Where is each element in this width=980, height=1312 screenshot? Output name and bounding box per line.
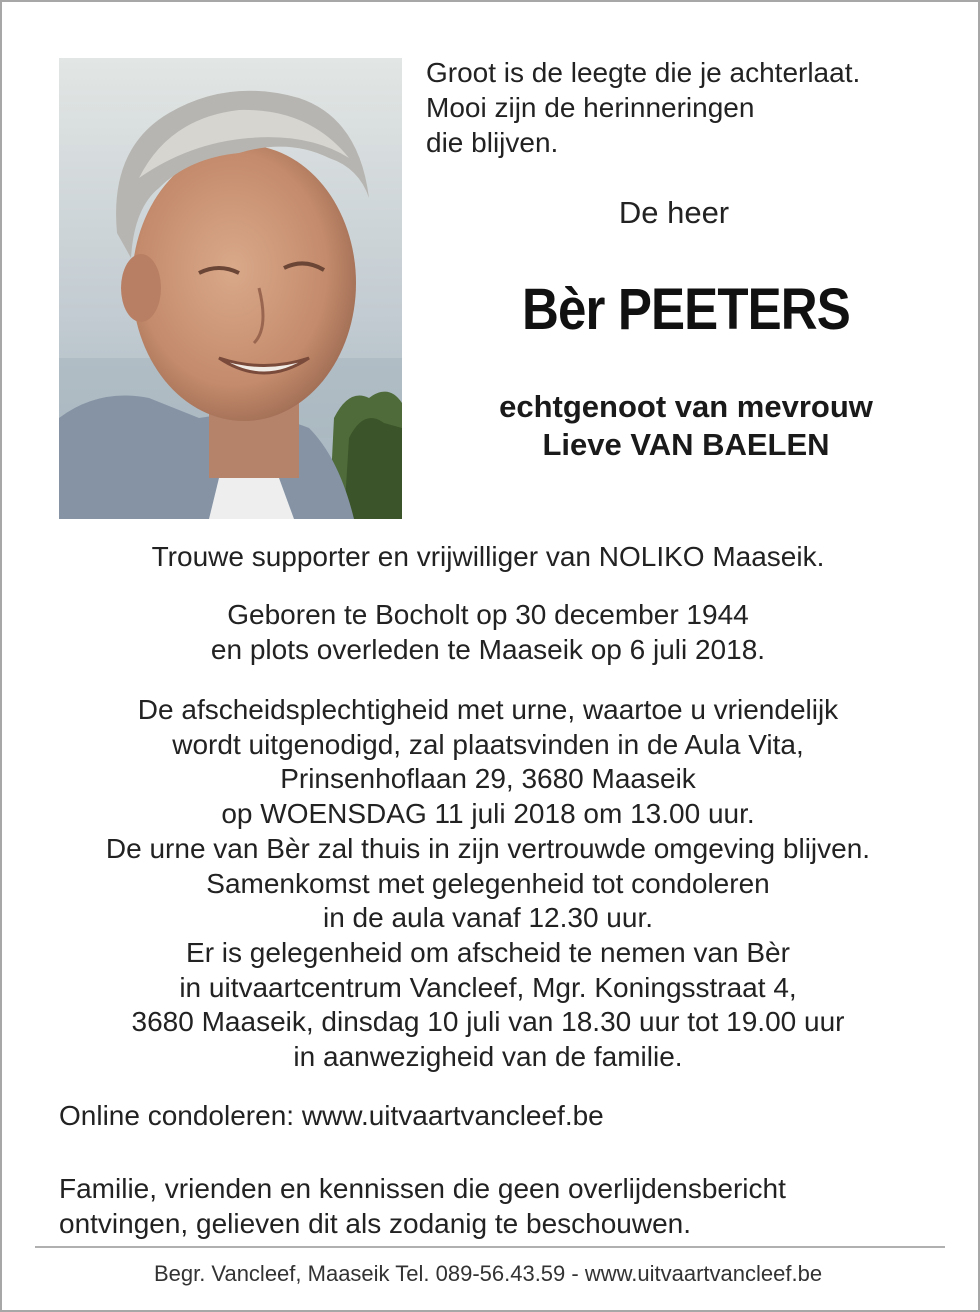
portrait-photo xyxy=(59,58,402,519)
family-line: Familie, vrienden en kennissen die geen overlijdensbericht xyxy=(59,1173,786,1204)
spouse-block xyxy=(400,388,972,464)
ceremony-line: Prinsenhoflaan 29, 3680 Maaseik xyxy=(280,763,696,795)
salutation: De heer xyxy=(618,195,730,230)
footer-divider xyxy=(35,1246,945,1248)
ceremony-line: 3680 Maaseik, dinsdag 10 juli van 18.30 uur tot 19.00 uur xyxy=(131,1006,845,1038)
ceremony-line: De urne van Bèr zal thuis in zijn vertrouwde omgeving blijven. xyxy=(105,832,871,864)
spouse-line: echtgenoot van mevrouw xyxy=(499,389,873,424)
quote-line: Mooi zijn de herinneringen xyxy=(426,92,755,123)
supporter-text xyxy=(20,539,956,574)
birth-death-text xyxy=(20,597,956,667)
ceremony-line: Er is gelegenheid om afscheid te nemen van Bèr xyxy=(186,936,790,968)
ceremony-line: Samenkomst met gelegenheid tot condoleren xyxy=(206,867,770,899)
ceremony-line: in uitvaartcentrum Vancleef, Mgr. Koningsstraat 4, xyxy=(179,971,797,1003)
death-line: en plots overleden te Maaseik op 6 juli 2018. xyxy=(210,634,766,665)
ceremony-line: op WOENSDAG 11 juli 2018 om 13.00 uur. xyxy=(221,798,755,830)
ceremony-line: De afscheidsplechtigheid met urne, waartoe u vriendelijk xyxy=(137,694,839,725)
portrait-photo-icon xyxy=(59,58,402,519)
online-condolence-line: Online condoleren: www.uitvaartvancleef.be xyxy=(59,1100,604,1131)
quote-line: Groot is de leegte die je achterlaat. xyxy=(426,57,861,88)
ceremony-line: in aanwezigheid van de familie. xyxy=(293,1041,683,1073)
footer-contact: Begr. Vancleef, Maaseik Tel. 089-56.43.59 - www.uitvaartvancleef.be xyxy=(153,1261,823,1286)
spouse-name: Lieve VAN BAELEN xyxy=(542,427,830,462)
quote-line: die blijven. xyxy=(426,127,559,158)
memorial-quote xyxy=(426,55,946,160)
ceremony-line: wordt uitgenodigd, zal plaatsvinden in de Aula Vita, xyxy=(172,728,804,760)
deceased-name: Bèr PEETERS xyxy=(522,277,850,342)
ceremony-line: in de aula vanaf 12.30 uur. xyxy=(322,902,654,934)
supporter-line: Trouwe supporter en vrijwilliger van NOLIKO Maaseik. xyxy=(151,541,825,572)
online-condolence xyxy=(59,1098,959,1133)
family-line: ontvingen, gelieven dit als zodanig te beschouwen. xyxy=(59,1208,691,1239)
ceremony-text xyxy=(20,693,956,1075)
family-notice xyxy=(59,1171,959,1241)
birth-line: Geboren te Bocholt op 30 december 1944 xyxy=(227,599,749,630)
